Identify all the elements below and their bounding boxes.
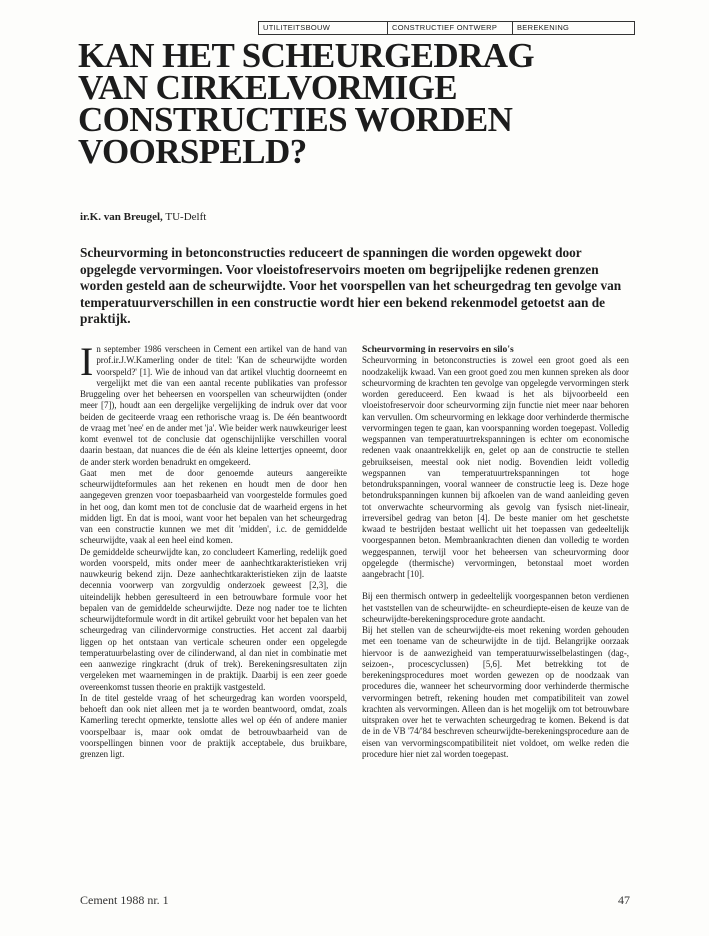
body-paragraph: Bij het stellen van de scheurwijdte-eis moet rekening worden gehouden met een toename van de scheurwijdte in de tijd. Belangrijke oorzaak hiervoor is de aanwezigheid van temperatuurwisselbelastingen (dag-, seizoen-, procescyclussen) [5,6]. Met betrekking tot de berekeningsprocedures moet worden gewezen op de noodzaak van procedures die, wanneer het scheurvorming door verhinderde thermische vervormingen betreft, rekening houden met compatibiliteit van zowel krachten als vervormingen. Alleen dan is het mogelijk om tot betrouwbare uitspraken over het te verwachten scheurgedrag te komen. Bekend is dat de in de VB '74/'84 beschreven scheurwijdte-berekeningsprocedure aan de eisen van vervormingscompatibiliteit niet voldoet, om welke reden die procedure hier niet zal worden toegepast. bbox=[362, 625, 629, 759]
intro-paragraph bbox=[80, 339, 347, 468]
intro-text: n september 1986 verscheen in Cement een artikel van de hand van prof.ir.J.W.Kamerling onder de titel: 'Kan de scheurwijdte worden voorspeld?' [1]. Wie de inhoud van dat artikel vluchtig doorneemt en vergelijkt met die van een aantal recente publikaties van professor Bruggeling over het beheersen en voorspellen van scheurwijdten (onder meer [7]), houdt aan een dergelijke vergelijking de indruk over dat voor beiden de geciteerde vraag een rethorische vraag is. De één beantwoordt de vraag met 'nee' en de ander met 'ja'. Wie beider werk nauwkeuriger leest komt evenwel tot de conclusie dat ogenschijnlijke verschillen vooral daarin bestaan, dat nuances die de één als kleine lettertjes opneemt, door de ander sterk worden benadrukt en omgekeerd. bbox=[80, 344, 347, 467]
author-byline bbox=[80, 211, 206, 223]
title-line: CONSTRUCTIES WORDEN bbox=[78, 100, 513, 139]
title-line: VAN CIRKELVORMIGE bbox=[78, 68, 458, 107]
tab-berekening: BEREKENING bbox=[517, 23, 570, 32]
title-line: KAN HET SCHEURGEDRAG bbox=[78, 36, 535, 75]
body-paragraph: De gemiddelde scheurwijdte kan, zo concludeert Kamerling, redelijk goed worden voorspeld, mits onder meer de aanhechtkarakteristieken vrij nauwkeurig bekend zijn. Deze aanhechtkarakteristieken zijn de laatste decennia voorwerp van zorgvuldig onderzoek geweest [2,3], die uiteindelijk hebben geresulteerd in een betrouwbare formule voor het bepalen van de gemiddelde scheurwijdte. Deze nog nader toe te lichten scheurwijdteformule wordt in dit artikel gebruikt voor het bepalen van het scheurgedrag van cilindervormige constructies. Het accent zal daarbij liggen op het ontstaan van verticale scheuren onder een opgelegde temperatuurbelasting over de cilinderwand, al dan niet in combinatie met een aanwezige ringkracht (druk of trek). Berekeningsresultaten zijn vergeleken met waarnemingen in de praktijk. Daarbij is een zeer goede overeenkomst tussen theorie en praktijk vastgesteld. bbox=[80, 546, 347, 692]
section-heading: Scheurvorming in reservoirs en silo's bbox=[362, 344, 514, 355]
tab-constructief-ontwerp: CONSTRUCTIEF ONTWERP bbox=[388, 22, 513, 34]
drop-cap: I bbox=[80, 339, 94, 384]
category-tabs bbox=[258, 21, 635, 35]
body-paragraph: Bij een thermisch ontwerp in gedeeltelijk voorgespannen beton verdienen het vaststellen van de scheurwijdte- en scheurdiepte-eisen de keuze van de scheurwijdte-berekeningsprocedure grote aandacht. bbox=[362, 591, 629, 624]
lead-paragraph: Scheurvorming in betonconstructies reduceert de spanningen die worden opgewekt door opgelegde vervormingen. Voor vloeistofreservoirs moeten om begrijpelijke redenen grenzen worden gesteld aan de scheurwijdte. Voor het voorspellen van het scheurgedrag ten gevolge van temperatuurverschillen in een constructie wordt hier een bekend rekenmodel getoetst aan de praktijk. bbox=[80, 245, 622, 327]
body-paragraph: In de titel gestelde vraag of het scheurgedrag kan worden voorspeld, behoeft dan ook niet alleen met ja te worden beantwoord, omdat, zoals Kamerling terecht opmerkte, tenslotte alles wel op één of andere manier voorspelbaar is, maar ook omdat de betrouwbaarheid van de voorspellingen binnen voor de praktijk acceptabele, dus bruikbare, grenzen ligt. bbox=[80, 692, 347, 759]
article-title bbox=[78, 36, 638, 171]
left-column bbox=[80, 339, 347, 760]
body-paragraph: Gaat men met de door genoemde auteurs aangereikte scheurwijdteformules aan het rekenen en houdt men de door hen aangegeven grenzen voor toepasbaarheid van voorgestelde formules goed in het oog, dan komt men tot de conclusie dat de waarheid ergens in het midden ligt. En dat is mooi, want voor het bepalen van het scheurgedrag van een constructie kunnen we met dit 'midden', i.c. de gemiddelde scheurwijdte, vaak al een heel eind komen. bbox=[80, 467, 347, 546]
right-column bbox=[362, 344, 629, 760]
page-number: 47 bbox=[618, 893, 630, 907]
title-line: VOORSPELD? bbox=[78, 132, 307, 171]
author-name: ir.K. van Breugel, bbox=[80, 211, 163, 223]
tab-utiliteitsbouw: UTILITEITSBOUW bbox=[259, 22, 388, 34]
paragraph-spacer bbox=[362, 580, 629, 591]
journal-footer: Cement 1988 nr. 1 bbox=[80, 893, 169, 907]
body-paragraph: Scheurvorming in betonconstructies is zowel een groot goed als een noodzakelijk kwaad. Van een groot goed zou men kunnen spreken als door scheurvorming de krachten ten gevolge van opgelegde vervormingen sterk worden gereduceerd. Een kwaad is het als bijvoorbeeld een vloeistofreservoir door scheurvorming zijn functie niet meer naar behoren kan vervullen. Om scheurvorming en lekkage door verhinderde thermische vervormingen tegen te gaan, kan voorspanning worden toegepast. Volledig wegspannen van temperatuurtrekspanningen is echter om economische redenen vaak onaantrekkelijk en, gelet op aan de constructie te stellen gebruikseisen, meestal ook niet nodig. Bovendien leidt volledig wegspannen van temperatuurtrekspanningen tot hoge betondrukspanningen, vooral wanneer de constructie leeg is. Deze hoge betondrukspanningen kunnen bij afkoelen van de wand aanleiding geven tot onverwachte scheurvorming als gevolg van fysisch niet-lineair, irreversibel gedrag van beton [4]. De beste manier om het geschetste kwaad te bestrijden bestaat wellicht uit het toepassen van gedeeltelijk voorgespannen beton. Membraankrachten dienen dan volledig te worden weggespannen, terwijl voor het beheersen van scheurvorming door opgelegde (thermische) vervormingen, betonstaal moet worden aangebracht [10]. bbox=[362, 355, 629, 579]
author-affiliation: TU-Delft bbox=[165, 211, 207, 223]
